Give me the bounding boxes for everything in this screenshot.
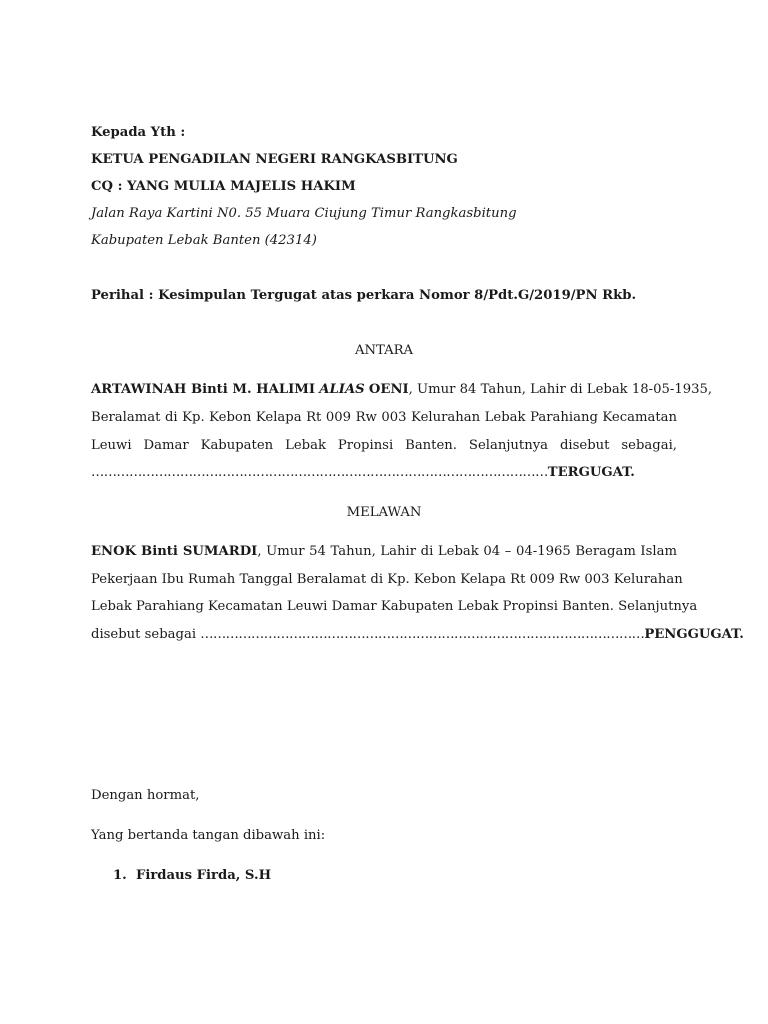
penggugat-dots: ……………………………………………………………………………………………: [200, 627, 645, 642]
address-line-2: Kabupaten Lebak Banten (42314): [91, 233, 317, 248]
recipient-title: KETUA PENGADILAN NEGERI RANGKASBITUNG: [91, 152, 458, 167]
signatory-number: 1.: [113, 868, 127, 883]
penggugat-name: ENOK Binti SUMARDI: [91, 544, 258, 559]
tergugat-line-2: Beralamat di Kp. Kebon Kelapa Rt 009 Rw 003 Kelurahan Lebak Parahiang Kecamatan: [91, 410, 677, 425]
penggugat-line-2: Pekerjaan Ibu Rumah Tanggal Beralamat di Kp. Kebon Kelapa Rt 009 Rw 003 Kelurahan: [91, 572, 683, 587]
penggugat-line-3: Lebak Parahiang Kecamatan Leuwi Damar Kabupaten Lebak Propinsi Banten. Selanjutnya: [91, 599, 698, 614]
penggugat-line-1: [91, 544, 677, 559]
tergugat-dots: ………………………………………………………………………………………………: [91, 465, 548, 480]
tergugat-name: ARTAWINAH Binti M. HALIMI: [91, 382, 316, 397]
recipient-cq: CQ : YANG MULIA MAJELIS HAKIM: [91, 179, 356, 194]
penggugat-line-4: [91, 627, 744, 642]
subject-line: Perihal : Kesimpulan Tergugat atas perkara Nomor 8/Pdt.G/2019/PN Rkb.: [91, 288, 637, 303]
salutation: Kepada Yth :: [91, 125, 186, 140]
address-line-1: Jalan Raya Kartini N0. 55 Muara Ciujung Timur Rangkasbitung: [91, 206, 517, 221]
tergugat-line-3: Leuwi Damar Kabupaten Lebak Propinsi Banten. Selanjutnya disebut sebagai,: [91, 438, 677, 453]
tergugat-alias-word: ALIAS: [319, 382, 365, 397]
signatory-name: Firdaus Firda, S.H: [135, 868, 272, 883]
signatory-item: [113, 868, 271, 883]
tergugat-line-1-rest: , Umur 84 Tahun, Lahir di Lebak 18-05-1935,: [408, 382, 713, 397]
greeting: Dengan hormat,: [91, 788, 200, 803]
tergugat-alias-name: OENI: [368, 382, 409, 397]
tergugat-line-1: [91, 382, 713, 397]
penggugat-role: PENGGUGAT.: [644, 627, 744, 642]
antara-heading: ANTARA: [354, 343, 414, 358]
tergugat-line-4: [91, 465, 677, 480]
penggugat-line-4-prefix: disebut sebagai: [91, 627, 201, 642]
melawan-heading: MELAWAN: [346, 505, 422, 520]
penggugat-line-1-rest: , Umur 54 Tahun, Lahir di Lebak 04 – 04-1965 Beragam Islam: [257, 544, 677, 559]
tergugat-role: TERGUGAT.: [547, 465, 635, 480]
signatory-intro: Yang bertanda tangan dibawah ini:: [91, 828, 326, 843]
